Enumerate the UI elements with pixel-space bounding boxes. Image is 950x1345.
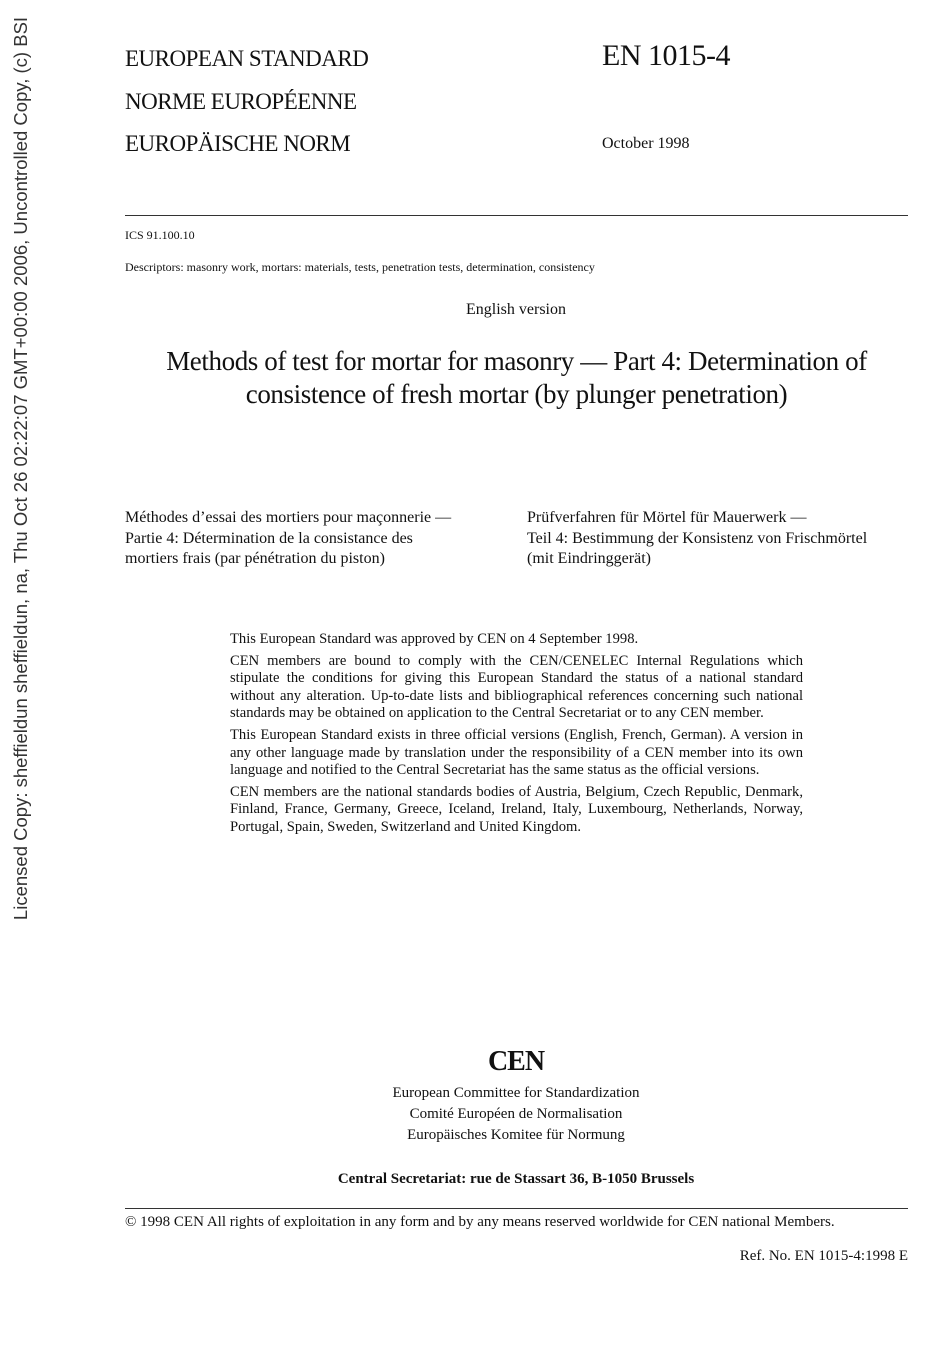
french-title [125,508,510,570]
french-title-line: Méthodes d’essai des mortiers pour maçonnerie — [125,509,452,526]
license-watermark-text: Licensed Copy: sheffieldun sheffieldun, na, Thu Oct 26 02:22:07 GMT+00:00 2006, Uncontrolled Copy, (c) BSI [10,16,31,921]
ics-code: ICS 91.100.10 [125,228,195,242]
cen-names [0,1083,950,1146]
central-secretariat-address: Central Secretariat: rue de Stassart 36, B-1050 Brussels [337,1171,695,1187]
header-title-german: EUROPÄISCHE NORM [125,131,351,156]
cen-name-french: Comité Européen de Normalisation [409,1106,623,1122]
german-title-line: (mit Eindringgerät) [527,550,651,567]
reference-number: Ref. No. EN 1015-4:1998 E [739,1248,908,1264]
license-watermark [8,0,48,1141]
german-title-line: Teil 4: Bestimmung der Konsistenz von Frischmörtel [527,529,868,547]
publication-date: October 1998 [602,135,690,152]
french-title-line: mortiers frais (par pénétration du piston) [125,550,385,567]
descriptors: Descriptors: masonry work, mortars: materials, tests, penetration tests, determination, consistency [125,260,595,274]
approval-notice [230,631,803,841]
members-list-paragraph: CEN members are the national standards bodies of Austria, Belgium, Czech Republic, Denmark, Finland, France, Germany, Greece, Iceland, Ireland, Italy, Luxembourg, Netherlands, Norway, Portugal, Spain, Sweden, Switzerland and United Kingdom. [230,783,803,835]
header-title-french: NORME EUROPÉENNE [125,89,357,114]
approval-paragraph: This European Standard was approved by CEN on 4 September 1998. [230,631,639,647]
top-divider [125,215,908,216]
cen-name-german: Europäisches Komitee für Normung [407,1127,625,1143]
french-title-line: Partie 4: Détermination de la consistance des [125,529,413,547]
cen-name-english: European Committee for Standardization [392,1085,640,1101]
bottom-divider [125,1208,908,1209]
header-title-english: EUROPEAN STANDARD [125,46,369,71]
official-versions-paragraph: This European Standard exists in three official versions (English, French, German). A version in any other language made by translation under the responsibility of a CEN member into its own language and notified to the Central Secretariat has the same status as the official versions. [230,726,803,779]
document-title: Methods of test for mortar for masonry — Part 4: Determination of consistence of fresh mortar (by plunger penetration) [166,346,867,409]
standard-number: EN 1015-4 [602,39,730,72]
english-version-label: English version [466,301,566,318]
copyright-notice: © 1998 CEN All rights of exploitation in any form and by any means reserved worldwide for CEN national Members. [125,1214,835,1230]
cen-logo: CEN [487,1046,545,1077]
members-obligation-paragraph: CEN members are bound to comply with the CEN/CENELEC Internal Regulations which stipulate the conditions for giving this European Standard the status of a national standard without any alteration. Up-to-date lists and bibliographical references concerning such national standards may be obtained on application to the Central Secretariat or to any CEN member. [230,652,803,722]
german-title [527,508,917,570]
german-title-line: Prüfverfahren für Mörtel für Mauerwerk — [527,509,807,526]
